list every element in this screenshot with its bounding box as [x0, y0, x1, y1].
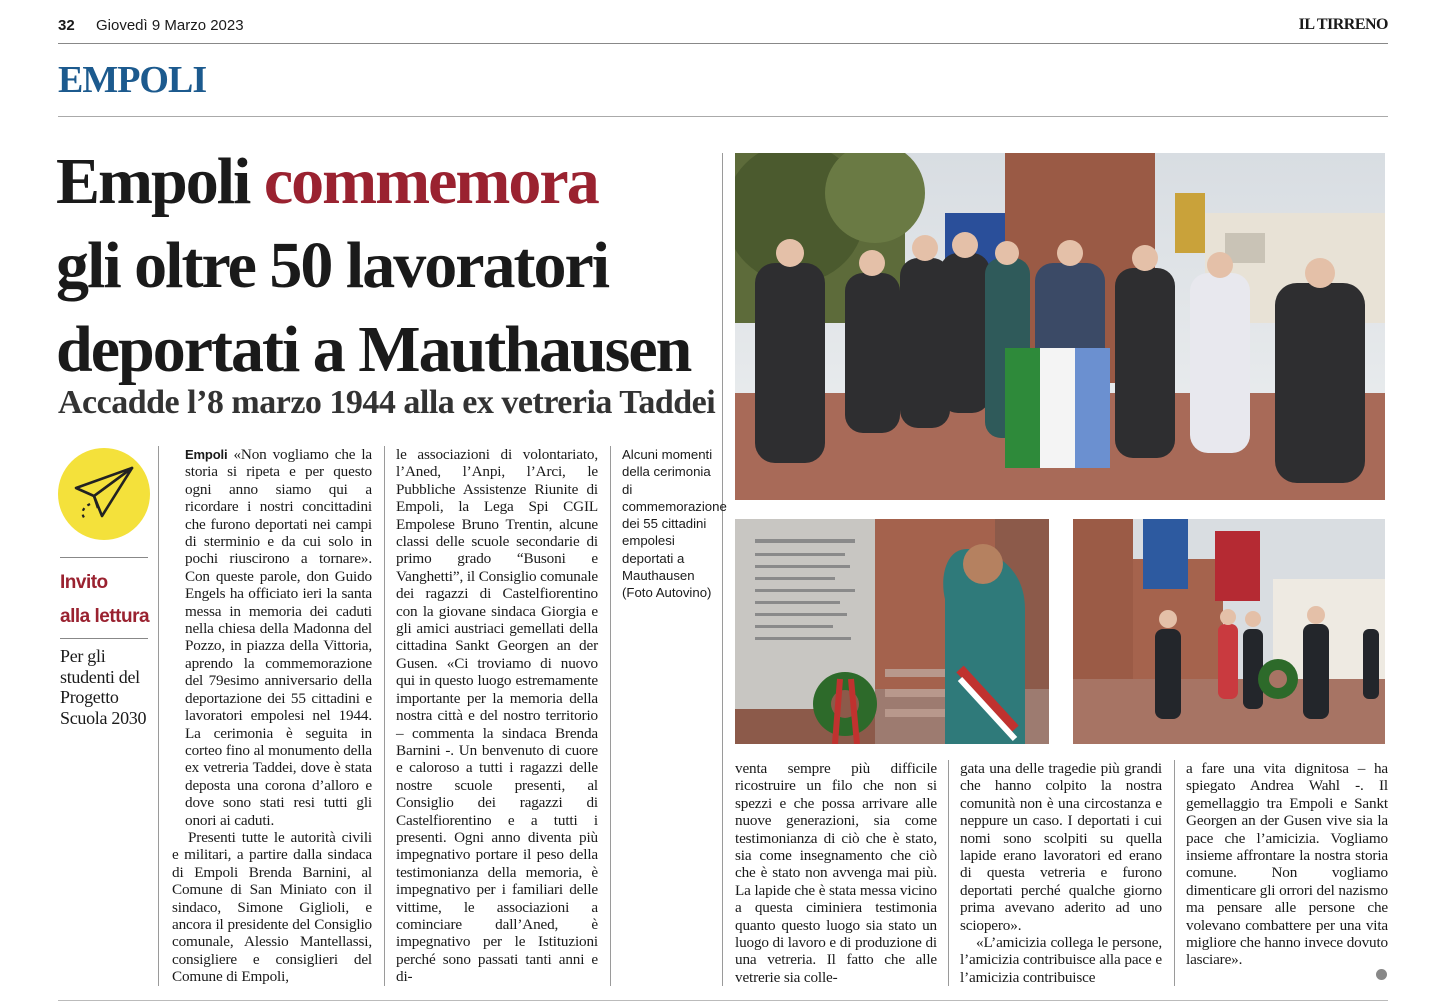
- column-rule: [948, 760, 949, 986]
- column-rule: [722, 153, 723, 986]
- article-text: «L’amicizia collega le persone, l’amicizia contribuisce alla pace e l’amicizia contribuisce: [960, 934, 1162, 986]
- article-text: «Non vogliamo che la storia si ripeta e per questo ogni anno siamo qui a ricordare i nostri concittadini che furono deportati nei campi di sterminio e da cui solo in pochi riuscirono a tornare». Con queste parole, don Guido Engels ha officiato ieri la santa messa in memoria dei caduti nella chiesa della Madonna del Pozzo, in piazza della Vittoria, aprendo la commemorazione del 79esimo anniversario della deportazione dei 55 cittadini e lavoratori empolesi nel 1944. La cerimonia è seguita in corteo fino al monumento della ex vetreria Taddei, dove è stata deposta una corona d’alloro e dove sono stati resi tutti gli onori ai caduti.: [185, 446, 373, 829]
- article-column-4: [960, 760, 1162, 986]
- column-rule: [384, 446, 385, 986]
- column-rule: [610, 446, 611, 986]
- article-text: gata una delle tragedie più grandi che hanno colpito la nostra comunità non è una circostanza e neppure un caso. I deportati i cui nomi sono scolpiti su quella lapide erano lavoratori ed erano di questa vetreria e furono deportati perché qualche giorno prima avevano aderito ad uno sciopero».: [960, 760, 1162, 934]
- bottom-divider: [58, 1000, 1388, 1001]
- article-text: Presenti tutte le autorità civili e militari, a partire dalla sindaca di Empoli Brenda Barnini, al Comune di San Miniato con il sindaco, Simone Giglioli, e ancora il presidente del Consiglio comunale, Alessio Mantellassi, consigliere e consiglieri del Comune di Empoli,: [172, 829, 372, 986]
- masthead-logo: IL TIRRENO: [1298, 16, 1388, 33]
- invito-line1: Invito: [60, 572, 108, 593]
- dateline: Empoli: [185, 447, 228, 462]
- section-title: EMPOLI: [58, 59, 207, 101]
- page-number: 32: [58, 17, 75, 34]
- article-column-1b: [172, 829, 372, 986]
- photo-group-ceremony: [735, 153, 1385, 500]
- headline-accent: commemora: [263, 145, 598, 218]
- page-folio: [58, 14, 1388, 44]
- invito-line2: alla lettura: [60, 606, 150, 627]
- invito-badge: [58, 448, 150, 540]
- photo-flags-honor: [1073, 519, 1385, 744]
- article-column-2: le associazioni di volontariato, l’Aned, l’Anpi, l’Arci, le Pubbliche Assistenze Riunite di Empoli, la Lega Spi CGIL Empolese Bruno Trentin, alcune classi delle scuole secondarie di primo grado “Busoni e Vanghetti”, il Consiglio comunale dei ragazzi di Castelfiorentino con la giovane sindaca Giorgia e gli amici austriaci gemellati della cittadina Sankt Georgen an der Gusen. «Ci troviamo di nuovo qui in questo luogo estremamente importante per la memoria della nostra città e del nostro territorio – commenta la sindaca Brenda Barnini -. Un benvenuto di cuore e caloroso a tutti i ragazzi delle nostre scuole presenti, al Consiglio dei ragazzi di Castelfiorentino e a tutti i presenti. Ogni anno diventa più impegnativo portare il peso della testimonianza della memoria, è impegnativo per i familiari delle vittime, le associazioni a cominciare dall’Aned, è impegnativo per le Istituzioni perché sono passati tanti anni e di-: [396, 446, 598, 986]
- column-rule: [158, 446, 159, 986]
- sidebar-rule: [60, 557, 148, 558]
- headline-part2: gli oltre 50 lavoratori deportati a Mauthausen: [56, 229, 691, 386]
- subheadline: Accadde l’8 marzo 1944 alla ex vetreria Taddei: [58, 384, 716, 421]
- photo-caption: Alcuni momenti della cerimonia di commemorazione dei 55 cittadini empolesi deportati a Mauthausen (Foto Autovino): [622, 447, 727, 601]
- article-column-5: a fare una vita dignitosa – ha spiegato Andrea Wahl -. Il gemellaggio tra Empoli e Sankt Georgen an der Gusen vive sia la pace che l’amicizia. Vogliamo insieme affrontare la nostra storia comune. Non vogliamo dimenticare gli orrori del nazismo ma pensare alle persone che volevano combattere per una vita migliore che hanno invece dovuto lasciare».: [1186, 760, 1388, 969]
- headline: [56, 140, 716, 392]
- invito-label: [60, 566, 155, 634]
- paper-plane-icon: [72, 464, 136, 526]
- photo-plaque-wreath: [735, 519, 1049, 744]
- section-divider: [58, 116, 1388, 117]
- article-column-3: venta sempre più difficile ricostruire un filo che non si spezzi e che possa arrivare alle nuove generazioni, sia come testimonianza di ciò che è stato, sia come insegnamento che ciò che è stato non avvenga mai più. La lapide che è stata messa vicino a questa ciminiera testimonia quanto questo luogo sia stato un luogo di lavoro e di produzione di una vetreria. Il fatto che alle vetrerie sia colle-: [735, 760, 937, 986]
- headline-part1: Empoli: [56, 145, 264, 218]
- article-column-1: [185, 446, 372, 829]
- column-rule: [1174, 760, 1175, 986]
- invito-note: Per gli studenti del Progetto Scuola 2030: [60, 646, 147, 728]
- sidebar-rule: [60, 638, 148, 639]
- issue-date: Giovedì 9 Marzo 2023: [96, 17, 244, 34]
- end-of-article-marker: [1376, 969, 1387, 980]
